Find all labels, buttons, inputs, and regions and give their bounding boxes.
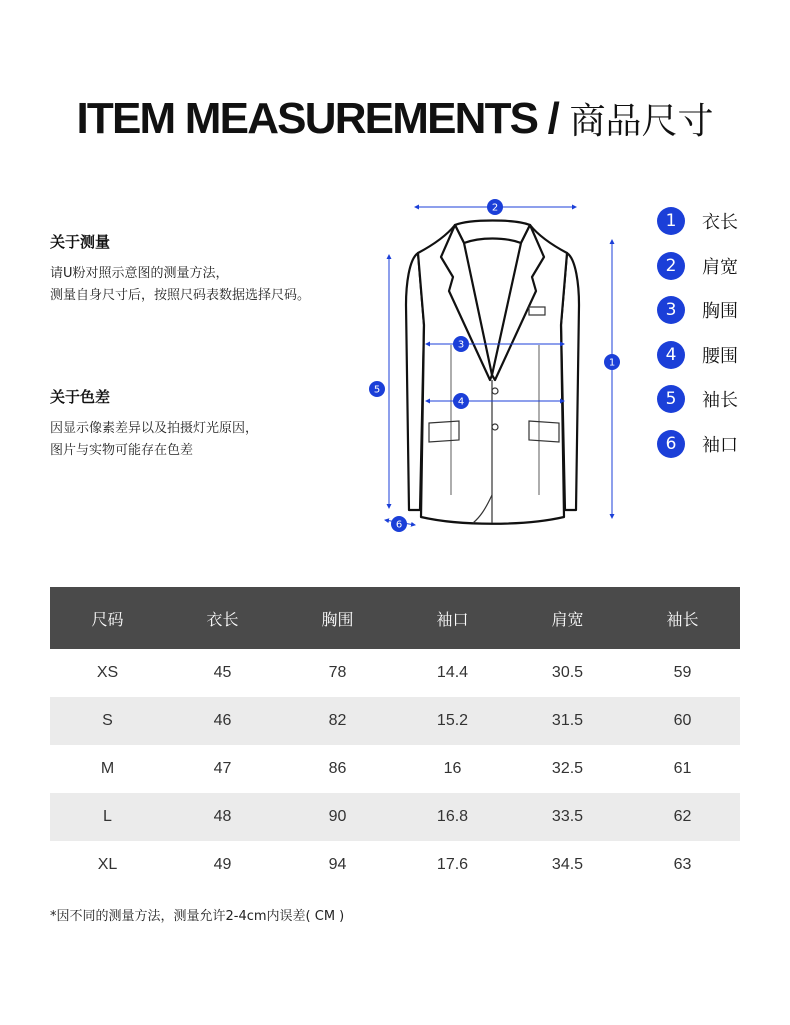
page-title — [0, 93, 790, 144]
marker-4 — [453, 393, 469, 409]
table-cell: 34.5 — [551, 856, 584, 873]
table-header-row — [50, 587, 740, 649]
table-cell: 16.8 — [395, 793, 510, 841]
table-cell: 78 — [328, 664, 347, 681]
table-cell: 49 — [213, 856, 232, 873]
svg-text:4: 4 — [457, 396, 465, 408]
color-difference-note — [50, 386, 350, 462]
header-length: 衣长 — [165, 587, 280, 649]
table-cell: 60 — [625, 697, 740, 745]
legend-badge: 5 — [657, 385, 685, 413]
color-note-line-1: 因显示像素差异以及拍摄灯光原因， — [50, 421, 259, 436]
table-cell: 62 — [625, 793, 740, 841]
table-cell: 59 — [673, 664, 692, 681]
table-cell: XL — [97, 856, 118, 873]
marker-3 — [453, 336, 469, 352]
header-shoulder: 肩宽 — [510, 587, 625, 649]
marker-1 — [604, 354, 620, 370]
table-cell: 31.5 — [510, 697, 625, 745]
table-row — [50, 649, 740, 697]
svg-text:1: 1 — [608, 357, 616, 369]
legend-item-chest — [657, 295, 777, 325]
legend-label: 袖口 — [702, 434, 738, 456]
legend-label: 袖长 — [702, 390, 738, 412]
legend-label: 衣长 — [702, 212, 738, 233]
title-chinese: 商品尺寸 — [558, 101, 714, 142]
size-chart-table — [50, 587, 740, 889]
table-cell: 86 — [328, 760, 347, 777]
table-cell: 90 — [280, 793, 395, 841]
table-cell: 61 — [673, 760, 692, 777]
marker-6 — [391, 516, 407, 532]
table-cell: 16 — [443, 760, 462, 777]
table-cell: L — [50, 793, 165, 841]
header-chest: 胸围 — [280, 587, 395, 649]
title-english: ITEM MEASUREMENTS / — [76, 94, 559, 143]
legend-label: 胸围 — [702, 301, 738, 323]
measurement-note-heading: 关于测量 — [50, 233, 111, 251]
legend-item-cuff — [657, 429, 777, 459]
svg-text:5: 5 — [373, 384, 381, 396]
table-cell: 47 — [213, 760, 232, 777]
table-row — [50, 793, 740, 841]
table-row — [50, 697, 740, 745]
table-cell: 94 — [328, 856, 347, 873]
color-note-heading: 关于色差 — [50, 388, 111, 406]
jacket-diagram — [355, 195, 635, 540]
table-cell: S — [50, 697, 165, 745]
table-cell: 15.2 — [395, 697, 510, 745]
measurement-note-line-2: 测量自身尺寸后，按照尺码表数据选择尺码。 — [50, 288, 311, 303]
measurement-note-line-1: 请U粉对照示意图的测量方法， — [50, 266, 229, 281]
table-cell: XS — [96, 664, 119, 681]
marker-2 — [487, 199, 503, 215]
table-cell: 32.5 — [551, 760, 584, 777]
legend-label: 肩宽 — [702, 256, 738, 278]
legend-label: 腰围 — [702, 345, 738, 367]
table-cell: 14.4 — [436, 664, 469, 681]
table-cell: 45 — [213, 664, 232, 681]
marker-5 — [369, 381, 385, 397]
header-size: 尺码 — [50, 587, 165, 649]
header-sleeve: 袖长 — [625, 587, 740, 649]
legend-badge: 6 — [657, 430, 685, 458]
table-cell: M — [100, 760, 115, 777]
legend-item-sleeve-length — [657, 384, 777, 414]
table-cell: 82 — [280, 697, 395, 745]
legend-badge: 3 — [657, 296, 685, 324]
table-cell: 17.6 — [436, 856, 469, 873]
table-row — [50, 745, 740, 793]
table-cell: 46 — [165, 697, 280, 745]
measurement-legend — [657, 206, 777, 474]
color-note-line-2: 图片与实物可能存在色差 — [50, 443, 194, 458]
table-cell: 48 — [165, 793, 280, 841]
legend-item-length — [657, 206, 777, 236]
measurement-note — [50, 231, 350, 307]
legend-item-shoulder — [657, 251, 777, 281]
measurement-tolerance-footnote: *因不同的测量方法，测量允许2-4cm内误差( CM ) — [50, 909, 345, 924]
legend-badge: 1 — [657, 207, 685, 235]
legend-item-waist — [657, 340, 777, 370]
svg-text:2: 2 — [491, 202, 499, 214]
table-cell: 30.5 — [551, 664, 584, 681]
svg-text:3: 3 — [457, 339, 465, 351]
legend-badge: 4 — [657, 341, 685, 369]
header-cuff: 袖口 — [395, 587, 510, 649]
table-cell: 63 — [673, 856, 692, 873]
table-cell: 33.5 — [510, 793, 625, 841]
svg-text:6: 6 — [395, 519, 403, 531]
table-row — [50, 841, 740, 889]
legend-badge: 2 — [657, 252, 685, 280]
